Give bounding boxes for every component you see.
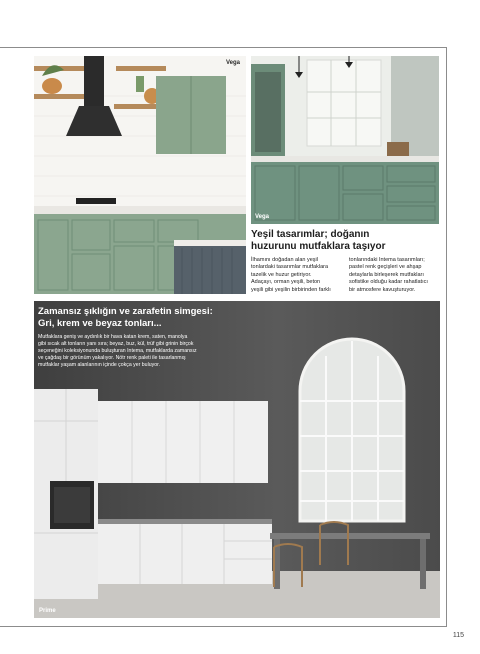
green-col2-line: pastel renk geçişleri ve ahşap <box>349 264 422 271</box>
green-col2-line: sofistike olduğu kadar rahatlatıcı <box>349 279 428 286</box>
gray-section-title-line1: Zamansız şıklığın ve zarafetin simgesi: <box>38 306 213 317</box>
green-col2-line: bir atmosfere kavuşturuyor. <box>349 286 416 293</box>
photo-tag-vega-2: Vega <box>255 214 270 220</box>
green-kitchen-photo-left <box>34 56 246 294</box>
green-col1-line: tonlardaki tasarımlar mutfaklara <box>251 264 329 271</box>
green-section-col1 <box>251 257 343 294</box>
top-frame-line <box>0 47 446 48</box>
green-col2-line: detaylarla birleşerek mutfakları <box>349 271 424 278</box>
gray-section-text <box>38 306 288 369</box>
green-section-title-line2: huzurunu mutfaklara taşıyor <box>251 241 386 252</box>
green-col2-line: tonlarındaki Intema tasarımları; <box>349 257 425 263</box>
bottom-frame-line <box>0 626 447 627</box>
green-col1-line: Adaçayı, orman yeşili, beton <box>251 279 321 286</box>
gray-section-line: Mutfaklara geniş ve aydınlık bir hava katan krem, saten, manolya <box>38 334 188 340</box>
gray-section-line: seçeneğini koleksiyonunda buluşturan Intema, mutfaklarda zamansız <box>38 348 197 354</box>
green-col1-line: tazelik ve huzur getiriyor. <box>251 271 312 278</box>
gray-section-line: mutfaklar yaşam alanlarının içinde çokça yer buluyor. <box>38 362 160 368</box>
right-frame-line <box>446 47 447 627</box>
green-kitchen-left-illustration <box>34 56 246 294</box>
photo-tag-prime: Prime <box>39 608 56 614</box>
gray-section-title-line2: Gri, krem ve beyaz tonları... <box>38 317 162 329</box>
green-section-col2 <box>349 257 441 294</box>
green-col1-line: İlhamını doğadan alan yeşil <box>251 257 318 263</box>
gray-section-line: ve çağdaş bir görünüm yakalıyor. Nötr renk paleti ile tasarlanmış <box>38 355 186 361</box>
green-col1-line: yeşili gibi yeşilin birbirinden farklı <box>251 286 331 293</box>
green-kitchen-right-illustration <box>251 56 439 224</box>
photo-tag-vega-1: Vega <box>225 60 240 66</box>
gray-section-line: gibi sıcak alt tonların yanı sıra; beyaz, buz, kül, trüf gibi grinin birçok <box>38 341 194 347</box>
green-section-text <box>251 229 441 294</box>
page-number: 115 <box>452 632 464 639</box>
green-kitchen-photo-right <box>251 56 439 224</box>
green-section-title-line1: Yeşil tasarımlar; doğanın <box>251 229 370 240</box>
